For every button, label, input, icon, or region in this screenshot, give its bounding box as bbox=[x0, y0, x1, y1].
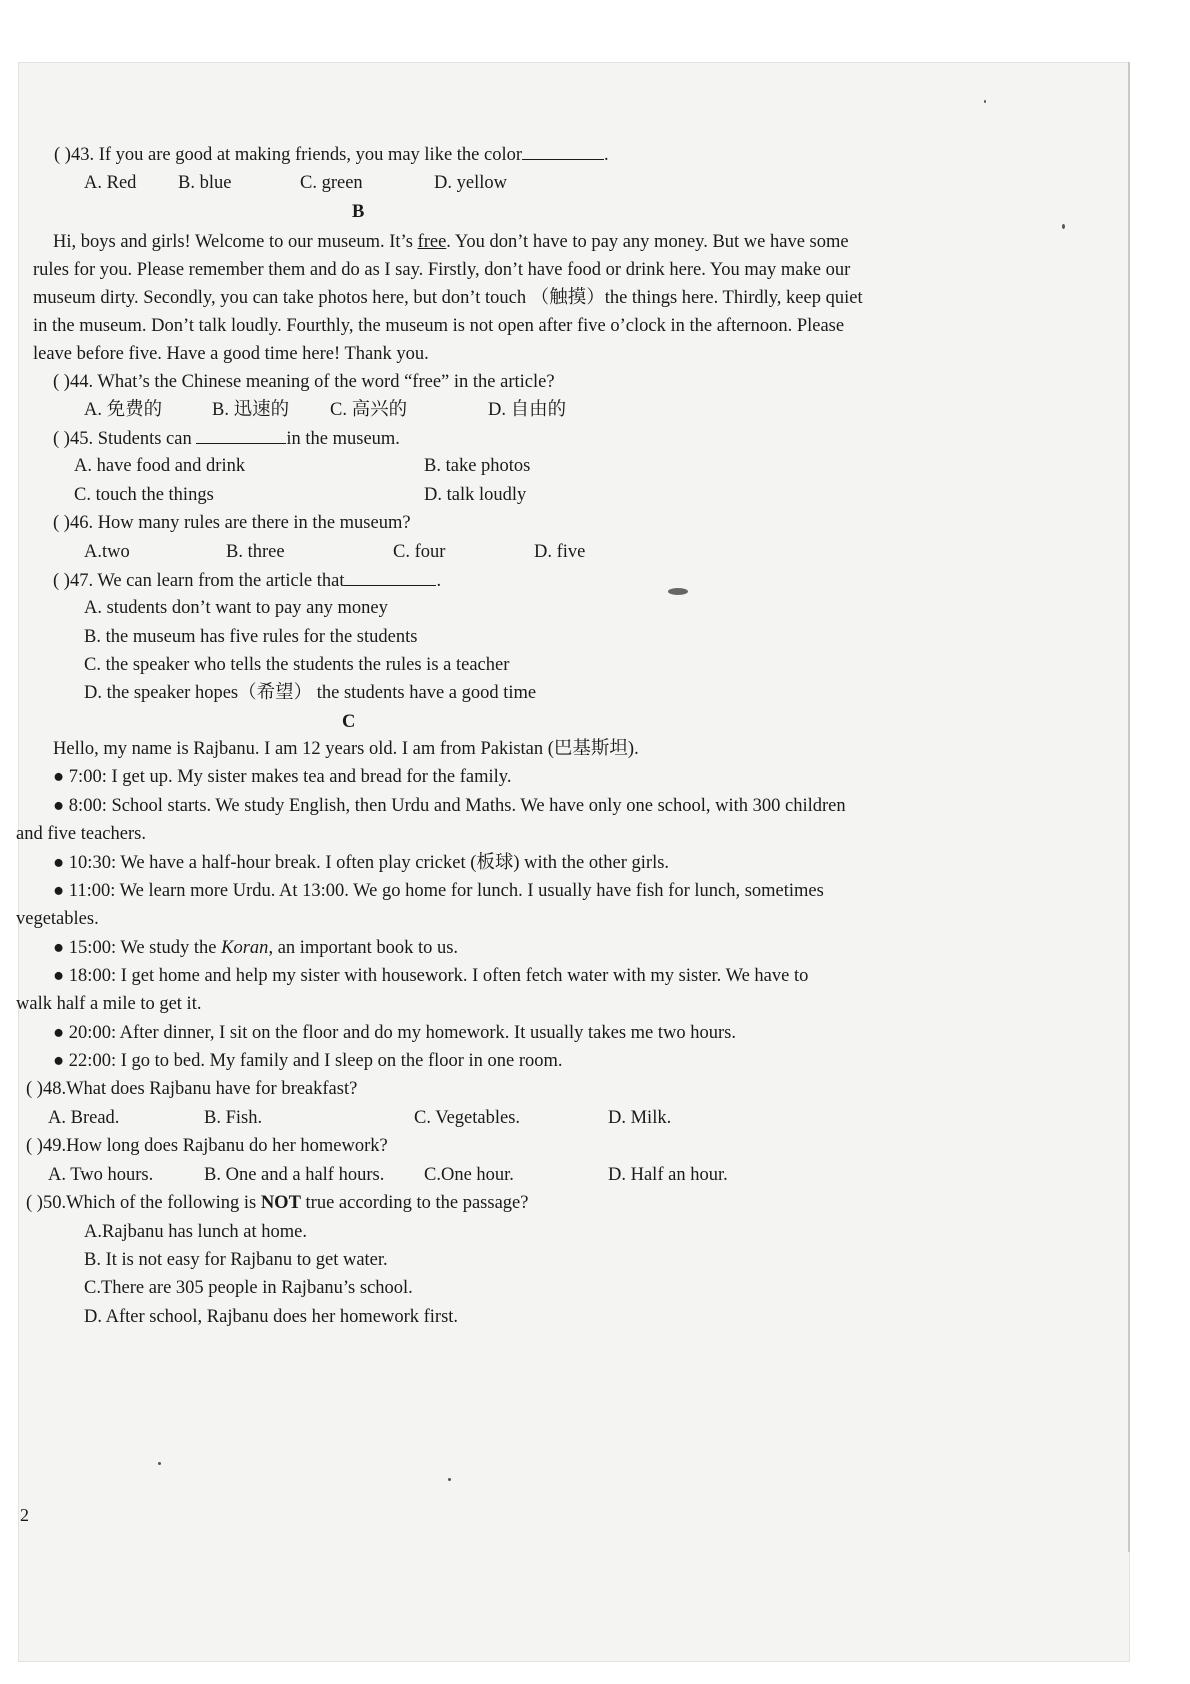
q44-option-d: D. 自由的 bbox=[488, 400, 567, 420]
q50-option-a: A.Rajbanu has lunch at home. bbox=[84, 1222, 307, 1242]
question-48-stem: ( )48.What does Rajbanu have for breakfast? bbox=[26, 1079, 358, 1099]
q49-option-d: D. Half an hour. bbox=[608, 1165, 728, 1185]
question-47-stem bbox=[53, 569, 441, 592]
schedule-item-0800-cont: and five teachers. bbox=[16, 824, 146, 844]
q46-option-a: A.two bbox=[84, 542, 130, 562]
passage-b-line-4: in the museum. Don’t talk loudly. Fourthly, the museum is not open after five o’clock in the afternoon. Please bbox=[33, 316, 845, 336]
q50-stem-not: NOT bbox=[260, 1193, 301, 1213]
q49-option-a: A. Two hours. bbox=[48, 1165, 154, 1185]
q48-option-c: C. Vegetables. bbox=[414, 1108, 521, 1128]
passage-b-line-3: museum dirty. Secondly, you can take photos here, but don’t touch （触摸）the things here. Thirdly, keep quiet bbox=[33, 288, 863, 308]
q45-stem-b: in the museum. bbox=[286, 429, 400, 449]
q47-option-c: C. the speaker who tells the students the rules is a teacher bbox=[84, 655, 510, 675]
q47-option-a: A. students don’t want to pay any money bbox=[84, 598, 388, 618]
question-50-stem bbox=[26, 1192, 528, 1214]
q49-option-b: B. One and a half hours. bbox=[204, 1165, 385, 1185]
q43-stem-text: ( )43. If you are good at making friends, you may like the color bbox=[54, 145, 523, 165]
q50-option-b: B. It is not easy for Rajbanu to get water. bbox=[84, 1250, 388, 1270]
q47-option-b: B. the museum has five rules for the students bbox=[84, 627, 418, 647]
q46-option-c: C. four bbox=[393, 542, 446, 562]
q45-option-b: B. take photos bbox=[424, 456, 531, 476]
passage-b-word-free: free bbox=[417, 232, 447, 252]
q44-option-a: A. 免费的 bbox=[84, 400, 163, 420]
q45-option-a: A. have food and drink bbox=[74, 456, 246, 476]
q49-option-c: C.One hour. bbox=[424, 1165, 514, 1185]
q48-option-d: D. Milk. bbox=[608, 1108, 672, 1128]
q43-option-c: C. green bbox=[300, 173, 363, 193]
schedule-item-1100-cont: vegetables. bbox=[16, 909, 99, 929]
schedule-item-2000: ● 20:00: After dinner, I sit on the floor and do my homework. It usually takes me two hours. bbox=[53, 1023, 737, 1043]
schedule-item-1100: ● 11:00: We learn more Urdu. At 13:00. We go home for lunch. I usually have fish for lunch, sometimes bbox=[53, 881, 824, 901]
schedule-1500-b: , an important book to us. bbox=[268, 938, 459, 958]
q45-stem-a: ( )45. Students can bbox=[53, 429, 197, 449]
q43-end: . bbox=[604, 145, 609, 165]
q43-option-d: D. yellow bbox=[434, 173, 507, 193]
schedule-item-1030: ● 10:30: We have a half-hour break. I often play cricket (板球) with the other girls. bbox=[53, 853, 670, 873]
q45-blank bbox=[196, 427, 286, 444]
q48-option-a: A. Bread. bbox=[48, 1108, 120, 1128]
scan-speck bbox=[158, 1462, 161, 1465]
section-c-heading: C bbox=[342, 712, 356, 732]
scan-smudge bbox=[668, 588, 688, 595]
schedule-item-2200: ● 22:00: I go to bed. My family and I sleep on the floor in one room. bbox=[53, 1051, 563, 1071]
q46-option-d: D. five bbox=[534, 542, 586, 562]
scan-speck bbox=[448, 1478, 451, 1481]
q43-option-a: A. Red bbox=[84, 173, 137, 193]
passage-b-line-1 bbox=[53, 231, 849, 253]
schedule-item-1500 bbox=[53, 937, 458, 959]
q48-option-b: B. Fish. bbox=[204, 1108, 263, 1128]
schedule-1500-koran: Koran bbox=[221, 938, 269, 958]
schedule-item-0800: ● 8:00: School starts. We study English, then Urdu and Maths. We have only one school, with 300 children bbox=[53, 796, 846, 816]
passage-b-line-1-a: Hi, boys and girls! Welcome to our museum. It’s bbox=[53, 232, 418, 252]
question-49-stem: ( )49.How long does Rajbanu do her homework? bbox=[26, 1136, 388, 1156]
question-46-stem: ( )46. How many rules are there in the museum? bbox=[53, 513, 411, 533]
q50-stem-b: true according to the passage? bbox=[300, 1193, 529, 1213]
q43-blank bbox=[522, 143, 604, 160]
question-44-stem: ( )44. What’s the Chinese meaning of the word “free” in the article? bbox=[53, 372, 555, 392]
q47-blank bbox=[344, 569, 436, 586]
q43-option-b: B. blue bbox=[178, 173, 232, 193]
schedule-item-1800: ● 18:00: I get home and help my sister with housework. I often fetch water with my sister. We have to bbox=[53, 966, 809, 986]
q44-option-b: B. 迅速的 bbox=[212, 400, 290, 420]
question-45-stem bbox=[53, 427, 400, 450]
q50-option-d: D. After school, Rajbanu does her homework first. bbox=[84, 1307, 459, 1327]
q44-option-c: C. 高兴的 bbox=[330, 400, 408, 420]
q45-option-c: C. touch the things bbox=[74, 485, 214, 505]
schedule-item-0700: ● 7:00: I get up. My sister makes tea and bread for the family. bbox=[53, 767, 512, 787]
q47-end: . bbox=[436, 571, 442, 591]
passage-b-line-1-b: . You don’t have to pay any money. But we have some bbox=[446, 232, 849, 252]
page-number: 2 bbox=[20, 1505, 29, 1525]
q50-stem-a: ( )50.Which of the following is bbox=[26, 1193, 261, 1213]
question-43-stem bbox=[54, 143, 609, 166]
q50-option-c: C.There are 305 people in Rajbanu’s school. bbox=[84, 1278, 413, 1298]
q45-option-d: D. talk loudly bbox=[424, 485, 527, 505]
passage-c-intro: Hello, my name is Rajbanu. I am 12 years old. I am from Pakistan (巴基斯坦). bbox=[53, 739, 639, 759]
passage-b-line-5: leave before five. Have a good time here! Thank you. bbox=[33, 344, 429, 364]
q47-option-d: D. the speaker hopes（希望） the students have a good time bbox=[84, 683, 537, 703]
section-b-heading: B bbox=[352, 202, 365, 222]
q47-stem-text: ( )47. We can learn from the article that bbox=[53, 571, 345, 591]
scan-speck bbox=[1062, 224, 1065, 229]
passage-b-line-2: rules for you. Please remember them and do as I say. Firstly, don’t have food or drink here. You may make our bbox=[33, 260, 851, 280]
schedule-item-1800-cont: walk half a mile to get it. bbox=[16, 994, 202, 1014]
q46-option-b: B. three bbox=[226, 542, 285, 562]
scan-speck bbox=[984, 100, 986, 103]
schedule-1500-a: ● 15:00: We study the bbox=[53, 938, 222, 958]
page-edge-shadow bbox=[1128, 62, 1130, 1552]
